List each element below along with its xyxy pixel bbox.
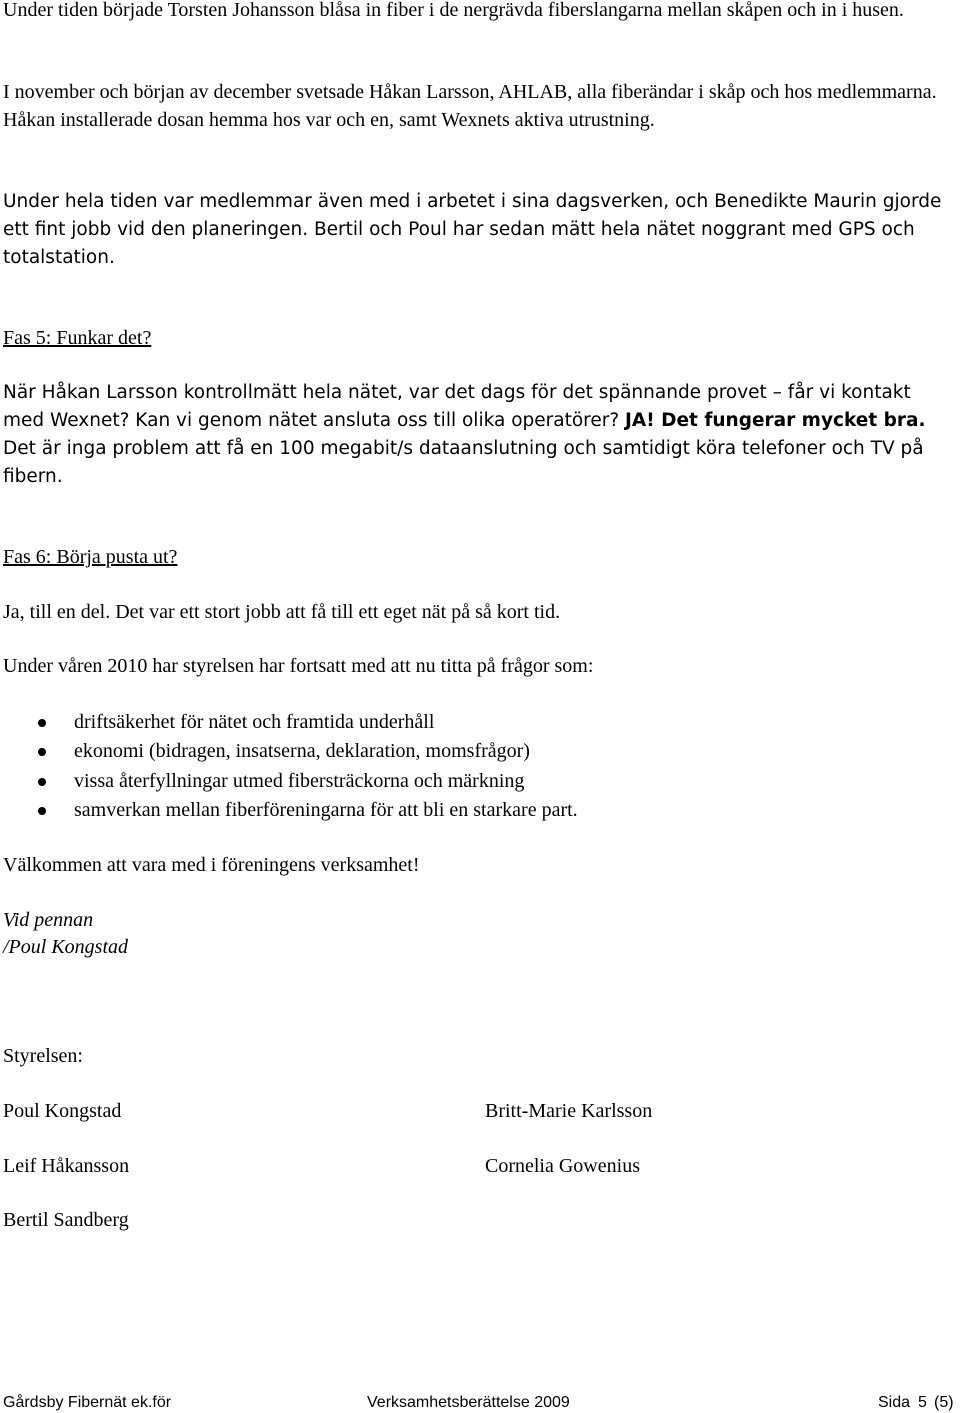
question-list <box>0 708 578 825</box>
footer-page-number: 5 <box>918 1394 927 1411</box>
fas6-label: Fas 6 <box>3 546 46 568</box>
fas5-text-a: När Håkan Larsson kontrollmätt hela nätet, var det dags för det spännande provet – får vi kontakt med Wexnet? Kan vi genom nätet ansluta oss till olika operatörer? <box>3 382 911 431</box>
list-item-text: driftsäkerhet för nätet och framtida underhåll <box>74 711 435 733</box>
paragraph-members-work-b: Bertil och Poul har sedan mätt hela nätet noggrant med GPS och totalstation. <box>3 219 915 268</box>
board-heading: Styrelsen: <box>3 1045 83 1067</box>
bullet-icon <box>38 778 46 786</box>
paragraph-members-work <box>3 188 943 272</box>
list-item <box>0 767 578 796</box>
board-member-right-2: Cornelia Gowenius <box>485 1155 640 1177</box>
list-item-text: ekonomi (bidragen, insatserna, deklaration, momsfrågor) <box>74 740 530 763</box>
bullet-icon <box>38 807 46 815</box>
list-item-text: samverkan mellan fiberföreningarna för att bli en starkare part. <box>74 798 578 821</box>
fas5-heading <box>3 324 151 352</box>
board-member-left-3: Bertil Sandberg <box>3 1209 129 1231</box>
board-member-left-2: Leif Håkansson <box>3 1155 130 1177</box>
footer-org: Gårdsby Fibernät ek.för <box>3 1394 172 1411</box>
bullet-icon <box>38 719 46 727</box>
list-item-text: vissa återfyllningar utmed fibersträckorna och märkning <box>74 769 525 792</box>
fas6-heading <box>3 543 177 571</box>
page-footer <box>0 1393 960 1413</box>
fas5-text-b: Det är inga problem att få en 100 megabit/s dataanslutning och samtidigt köra telefoner och TV på fibern. <box>3 438 924 487</box>
welcome-text: Välkommen att vara med i föreningens verksamhet! <box>3 854 420 876</box>
fas5-text-bold: JA! Det fungerar mycket bra. <box>625 410 926 431</box>
board-member-left-1: Poul Kongstad <box>3 1100 122 1122</box>
board-member-right-1: Britt-Marie Karlsson <box>485 1100 653 1122</box>
fas5-label: Fas 5 <box>3 327 46 349</box>
fas5-paragraph <box>3 379 943 491</box>
footer-page-total: (5) <box>934 1394 954 1411</box>
footer-page-label: Sida <box>878 1394 911 1411</box>
list-item <box>0 708 578 737</box>
signature-line2: /Poul Kongstad <box>3 936 129 958</box>
fas6-intro: Under våren 2010 har styrelsen har fortsatt med att nu titta på frågor som: <box>3 655 594 677</box>
fas6-paragraph: Ja, till en del. Det var ett stort jobb att få till ett eget nät på så kort tid. <box>3 601 561 623</box>
footer-doc-title: Verksamhetsberättelse 2009 <box>367 1394 570 1411</box>
paragraph-fiber-blowing: Under tiden började Torsten Johansson blåsa in fiber i de nergrävda fiberslangarna mellan skåpen och in i husen. <box>3 0 904 21</box>
paragraph-splicing: I november och början av december svetsade Håkan Larsson, AHLAB, alla fiberändar i skåp och hos medlemmarna. Håkan installerade dosan hemma hos var och en, samt Wexnets aktiva utrustning. <box>3 81 937 131</box>
fas6-title: : Börja pusta ut? <box>45 546 178 568</box>
bullet-icon <box>38 748 46 756</box>
list-item <box>0 737 578 766</box>
signature-line1: Vid pennan <box>3 909 94 931</box>
fas5-title: : Funkar det? <box>45 327 152 349</box>
paragraph-members-work-a: Under hela tiden var medlemmar även med i arbetet i sina dagsverken, och Benedikte Maurin gjorde ett fint jobb vid den planeringen. <box>3 191 942 240</box>
list-item <box>0 796 578 825</box>
